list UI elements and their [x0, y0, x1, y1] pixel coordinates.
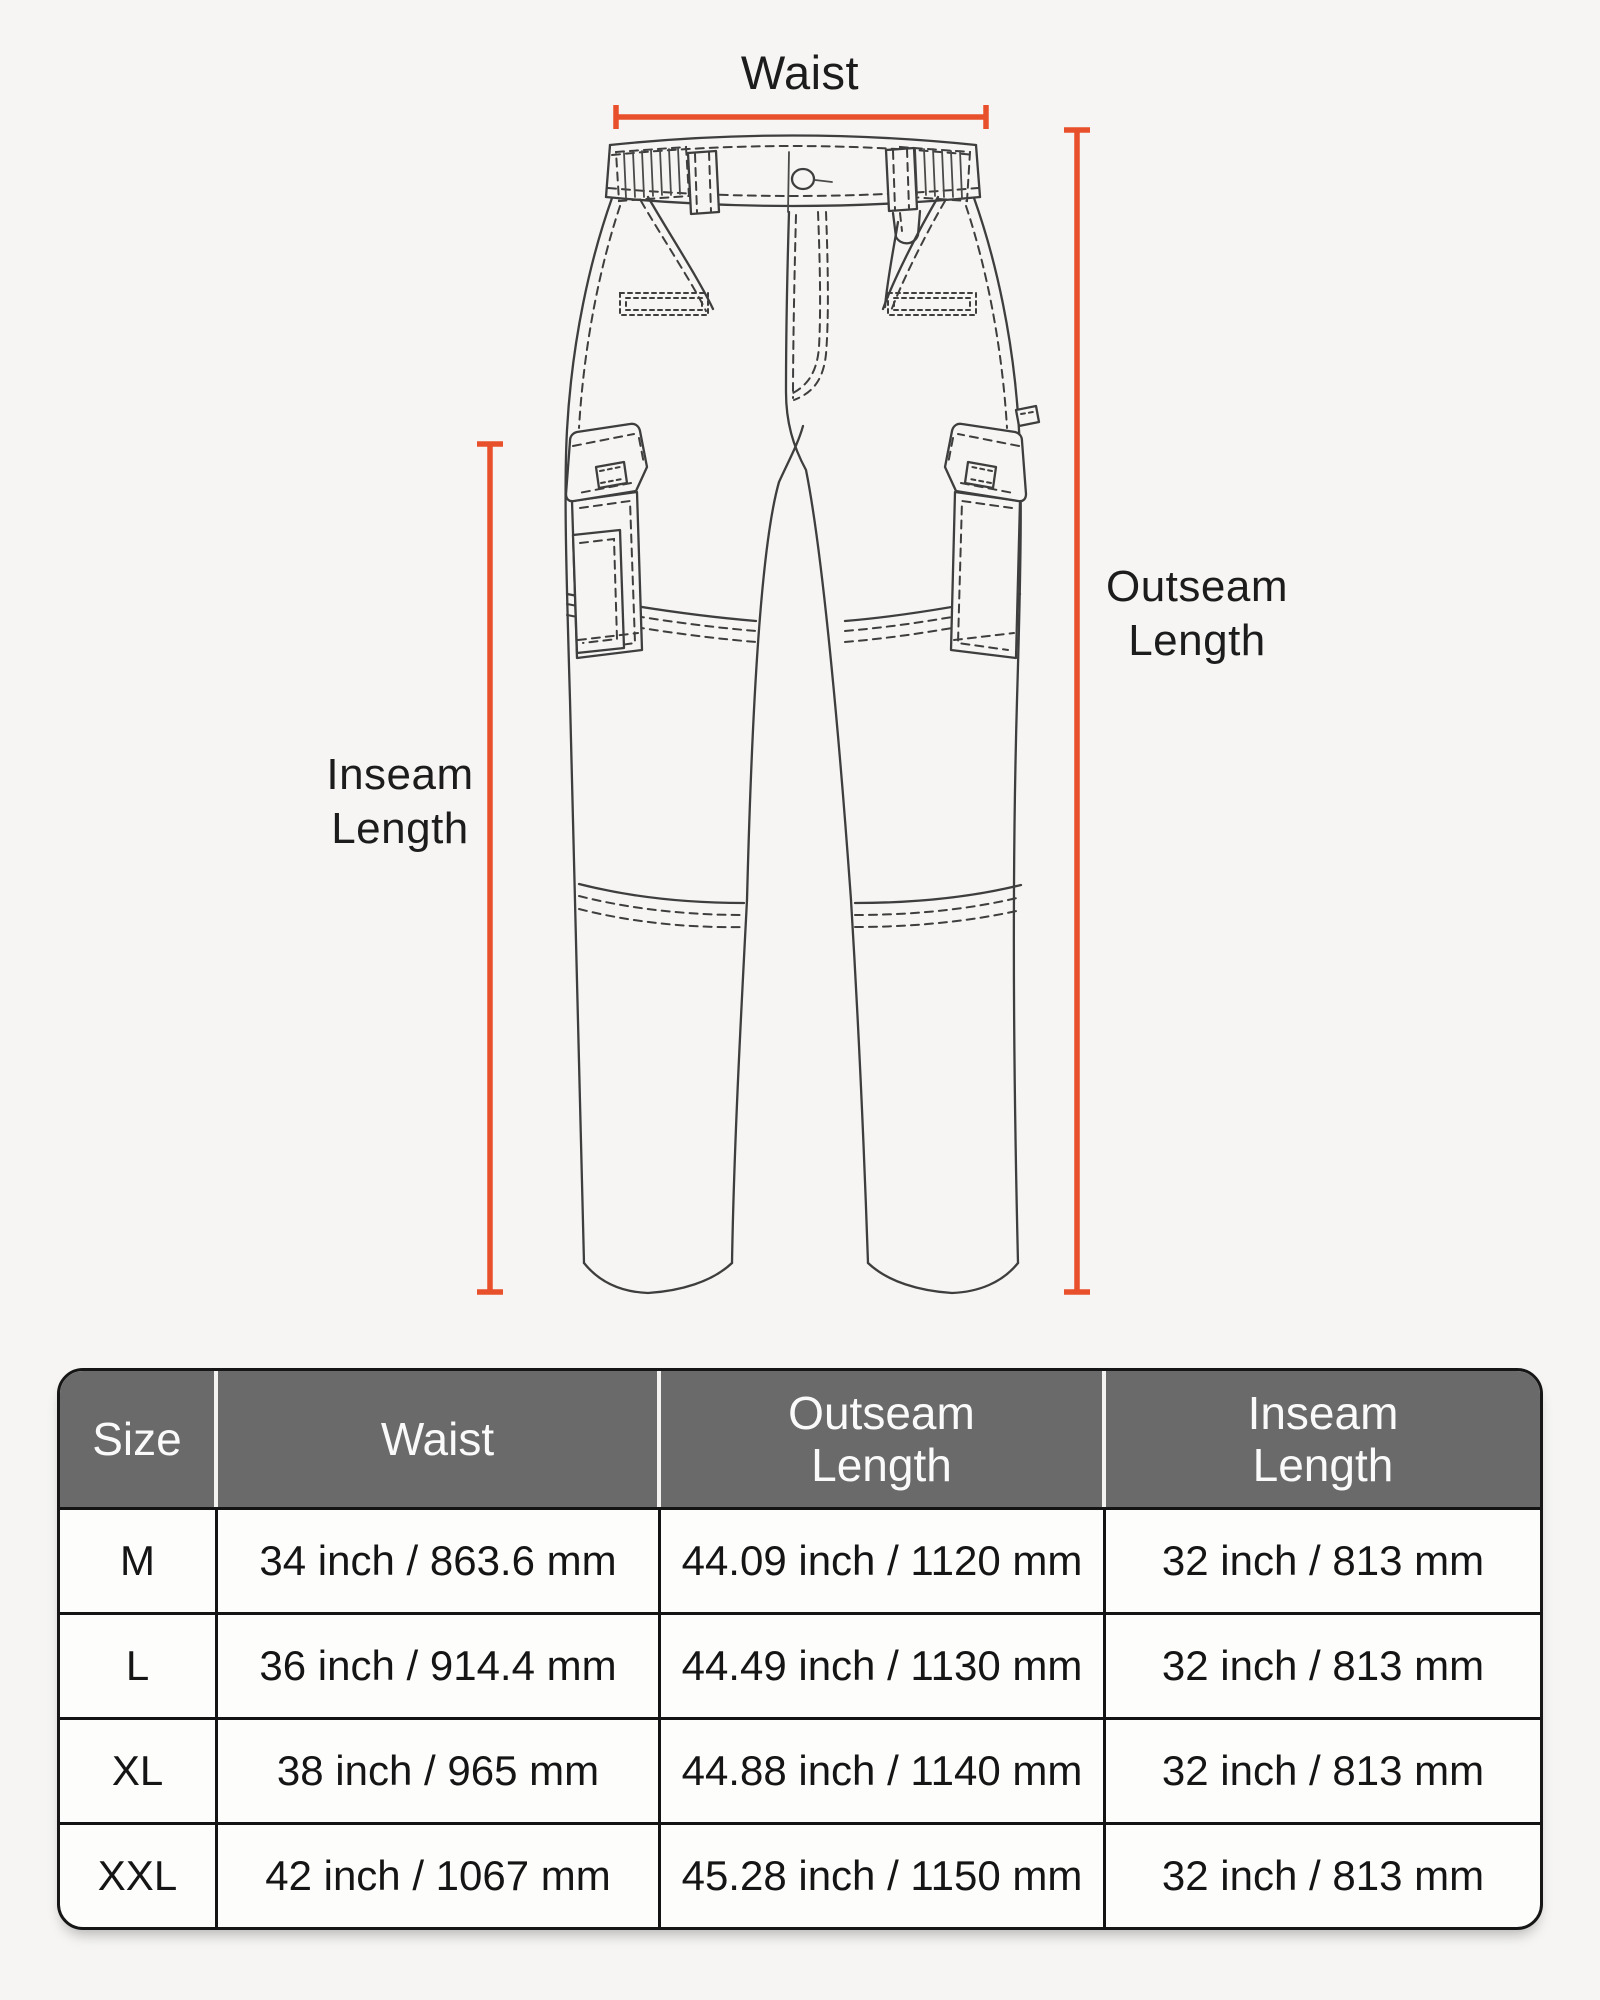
- table-row-xl: [60, 1717, 1540, 1822]
- outseam-label-line2: Length: [1128, 616, 1266, 665]
- cell-size: M: [60, 1510, 218, 1612]
- cell-inseam: 32 inch / 813 mm: [1161, 1642, 1485, 1689]
- inseam-label-line1: Inseam: [326, 750, 474, 799]
- cell-outseam: 44.49 inch / 1130 mm: [661, 1615, 1106, 1717]
- inseam-label-line2: Length: [331, 804, 469, 853]
- outseam-label-line1: Outseam: [1105, 562, 1288, 611]
- front-pockets: [620, 197, 976, 315]
- header-outseam-length: [661, 1371, 1106, 1507]
- belt-loop-left: [688, 151, 719, 214]
- outseam-measure-label: [1092, 560, 1302, 668]
- waist-button: [792, 169, 832, 189]
- header-waist: [218, 1371, 661, 1507]
- cell-waist: 38 inch / 965 mm: [218, 1720, 661, 1822]
- cell-outseam: 45.28 inch / 1150 mm: [661, 1825, 1106, 1927]
- header-outseam-line2: Length: [811, 1439, 952, 1491]
- header-inseam-length: [1106, 1371, 1540, 1507]
- welt-pocket-right: [888, 293, 976, 315]
- cell-outseam: 44.88 inch / 1140 mm: [661, 1720, 1106, 1822]
- pants-outline: [566, 198, 1021, 1293]
- outseam-measure-line: [1064, 130, 1090, 1292]
- belt-loop-right: [886, 148, 917, 211]
- cell-outseam: 44.09 inch / 1120 mm: [661, 1510, 1106, 1612]
- cell-size: XXL: [60, 1825, 218, 1927]
- cell-waist: 42 inch / 1067 mm: [218, 1825, 661, 1927]
- size-table-body: [60, 1507, 1540, 1927]
- header-inseam-line2: Length: [1252, 1439, 1394, 1491]
- header-size-text: Size: [92, 1413, 182, 1465]
- header-outseam-line1: Outseam: [788, 1387, 975, 1439]
- knee-zip-line: [579, 884, 1021, 927]
- waist-measure-label: Waist: [740, 46, 860, 99]
- inseam-measure-line: [477, 444, 503, 1292]
- table-row-l: [60, 1612, 1540, 1717]
- cell-size: XL: [60, 1720, 218, 1822]
- inseam-measure-label: [295, 748, 505, 856]
- side-tab-right: [1016, 406, 1039, 426]
- patch-pocket-left: [573, 530, 624, 653]
- table-row-m: [60, 1507, 1540, 1612]
- table-row-xxl: [60, 1822, 1540, 1927]
- size-table-header: [60, 1371, 1540, 1507]
- cell-inseam: 32 inch / 813 mm: [1161, 1747, 1485, 1794]
- cell-waist: 36 inch / 914.4 mm: [218, 1615, 661, 1717]
- header-size: [60, 1371, 218, 1507]
- header-waist-text: Waist: [380, 1413, 495, 1465]
- cell-inseam: 32 inch / 813 mm: [1161, 1537, 1485, 1584]
- cargo-pocket-right: [945, 424, 1026, 658]
- cell-inseam: 32 inch / 813 mm: [1161, 1852, 1485, 1899]
- cell-size: L: [60, 1615, 218, 1717]
- welt-pocket-left: [620, 293, 708, 315]
- header-inseam-line1: Inseam: [1247, 1387, 1399, 1439]
- waist-measure-line: [616, 105, 986, 129]
- size-table: [57, 1368, 1543, 1930]
- cell-waist: 34 inch / 863.6 mm: [218, 1510, 661, 1612]
- cargo-pocket-left: [566, 424, 647, 658]
